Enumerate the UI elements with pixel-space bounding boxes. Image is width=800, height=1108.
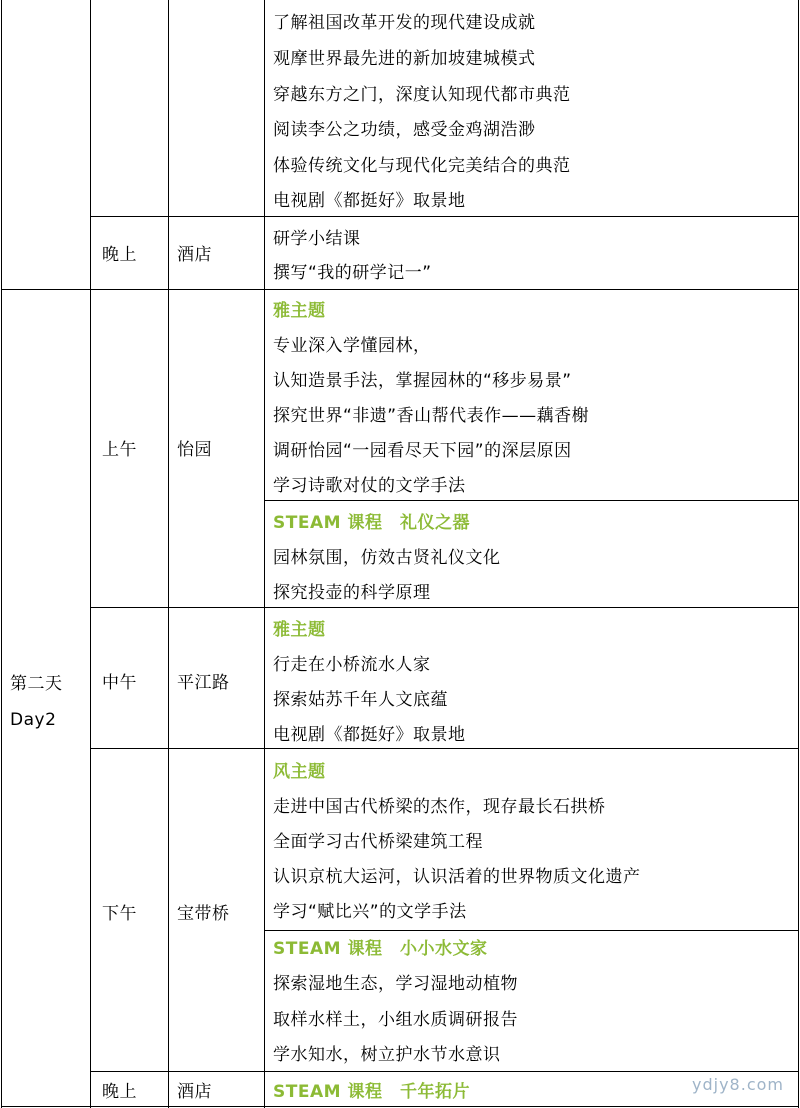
place-cell: 宝带桥 <box>177 904 230 924</box>
row-divider <box>1 289 799 290</box>
content-line: 穿越东方之门，深度认知现代都市典范 <box>273 85 571 105</box>
content-line: 调研怡园“一园看尽天下园”的深层原因 <box>273 441 572 461</box>
content-line: 认知造景手法，掌握园林的“移步易景” <box>273 371 572 391</box>
content-line: 学习“赋比兴”的文学手法 <box>273 902 467 922</box>
watermark: ydjy8.com <box>692 1075 784 1094</box>
day-label-en: Day2 <box>10 710 57 730</box>
content-line: 全面学习古代桥梁建筑工程 <box>273 832 483 852</box>
steam-heading: STEAM 课程 礼仪之器 <box>273 513 470 533</box>
column-divider-1 <box>90 0 91 1108</box>
content-line: 电视剧《都挺好》取景地 <box>273 725 466 745</box>
theme-heading: 风主题 <box>273 762 326 782</box>
content-line: 了解祖国改革开发的现代建设成就 <box>273 13 536 33</box>
place-cell: 怡园 <box>177 440 212 460</box>
time-cell: 下午 <box>102 904 137 924</box>
steam-heading: STEAM 课程 小小水文家 <box>273 939 488 959</box>
place-cell: 酒店 <box>177 245 212 265</box>
content-line: 园林氛围，仿效古贤礼仪文化 <box>273 548 501 568</box>
table-border-bottom <box>1 1106 799 1107</box>
row-divider <box>90 1071 799 1072</box>
row-divider <box>90 216 799 217</box>
content-line: 探索湿地生态，学习湿地动植物 <box>273 974 518 994</box>
column-divider-3 <box>264 0 265 1108</box>
content-line: 体验传统文化与现代化完美结合的典范 <box>273 156 571 176</box>
content-line: 探究投壶的科学原理 <box>273 583 431 603</box>
place-cell: 酒店 <box>177 1082 212 1102</box>
content-line: 专业深入学懂园林， <box>273 336 431 356</box>
row-divider <box>264 500 799 501</box>
time-cell: 上午 <box>102 440 137 460</box>
content-line: 取样水样土，小组水质调研报告 <box>273 1010 518 1030</box>
content-line: 学水知水，树立护水节水意识 <box>273 1045 501 1065</box>
content-line: 阅读李公之功绩，感受金鸡湖浩渺 <box>273 120 536 140</box>
content-line: 观摩世界最先进的新加坡建城模式 <box>273 49 536 69</box>
content-line: 行走在小桥流水人家 <box>273 655 431 675</box>
row-divider <box>264 930 799 931</box>
steam-heading: STEAM 课程 千年拓片 <box>273 1082 470 1102</box>
day-label: 第二天 <box>10 674 63 694</box>
column-divider-2 <box>168 0 169 1108</box>
row-divider <box>90 607 799 608</box>
theme-heading: 雅主题 <box>273 620 326 640</box>
time-cell: 晚上 <box>102 1082 137 1102</box>
content-line: 电视剧《都挺好》取景地 <box>273 191 466 211</box>
content-line: 走进中国古代桥梁的杰作，现存最长石拱桥 <box>273 797 606 817</box>
content-line: 探索姑苏千年人文底蕴 <box>273 690 448 710</box>
table-border-right <box>798 0 799 1108</box>
table-border-left <box>1 0 2 1108</box>
theme-heading: 雅主题 <box>273 301 326 321</box>
content-line: 探究世界“非遗”香山帮代表作——藕香榭 <box>273 406 590 426</box>
time-cell: 中午 <box>102 673 137 693</box>
content-line: 撰写“我的研学记一” <box>273 263 432 283</box>
time-cell: 晚上 <box>102 245 137 265</box>
content-line: 研学小结课 <box>273 229 361 249</box>
place-cell: 平江路 <box>177 673 230 693</box>
content-line: 认识京杭大运河，认识活着的世界物质文化遗产 <box>273 867 641 887</box>
row-divider <box>90 748 799 749</box>
content-line: 学习诗歌对仗的文学手法 <box>273 476 466 496</box>
